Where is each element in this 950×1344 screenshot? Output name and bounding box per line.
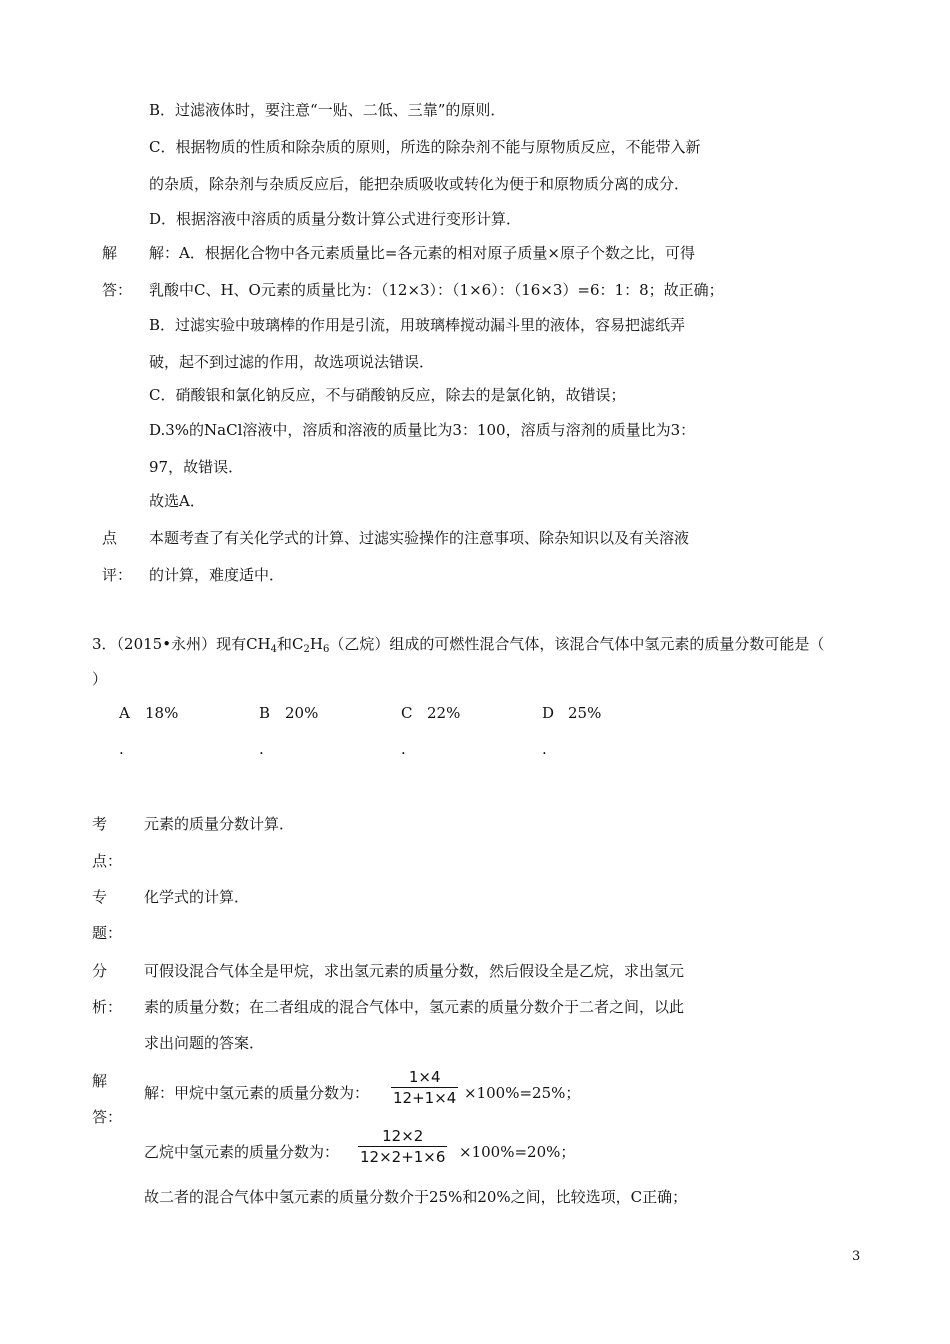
analysis-line-2: 素的质量分数；在二者组成的混合气体中，氢元素的质量分数介于二者之间，以此 <box>144 998 685 1016</box>
option-a-value: 18% <box>145 704 179 722</box>
option-c-value: 22% <box>427 704 461 722</box>
answer3-label-2: 答： <box>92 1108 123 1126</box>
analysis-b-line: B．过滤液体时，要注意“一贴、二低、三靠”的原则． <box>149 101 506 119</box>
methane-suffix: ×100%=25%； <box>464 1084 581 1102</box>
answer-d-line-2: 97，故错误． <box>149 458 244 476</box>
option-c-dot: . <box>401 740 406 758</box>
answer-choice: 故选A． <box>149 492 205 510</box>
page-number: 3 <box>852 1249 861 1264</box>
analysis-d-line: D．根据溶液中溶质的质量分数计算公式进行变形计算． <box>149 210 522 228</box>
point-text: 元素的质量分数计算． <box>144 815 295 833</box>
topic-label-1: 专 <box>92 888 108 906</box>
option-d-dot: . <box>542 740 547 758</box>
answer-c-line: C．硝酸银和氯化钠反应，不与硝酸钠反应，除去的是氯化钠，故错误； <box>149 386 626 404</box>
methane-fraction <box>391 1068 458 1107</box>
comment-label-2: 评： <box>102 566 133 584</box>
comment-line-1: 本题考查了有关化学式的计算、过滤实验操作的注意事项、除杂知识以及有关溶液 <box>149 529 690 547</box>
option-d-value: 25% <box>568 704 602 722</box>
methane-numerator: 1×4 <box>408 1068 441 1086</box>
topic-text: 化学式的计算． <box>144 888 250 906</box>
methane-denominator: 12+1×4 <box>393 1089 457 1107</box>
analysis-c-line-2: 的杂质，除杂剂与杂质反应后，能把杂质吸收或转化为便于和原物质分离的成分． <box>149 175 690 193</box>
analysis-c-line-1: C．根据物质的性质和除杂质的原则，所选的除杂剂不能与原物质反应，不能带入新 <box>149 138 701 156</box>
answer-d-line-1: D.3%的NaCl溶液中，溶质和溶液的质量比为3：100，溶质与溶剂的质量比为3： <box>149 421 696 439</box>
analysis-label-1: 分 <box>92 962 108 980</box>
ethane-denominator: 12×2+1×6 <box>360 1148 446 1166</box>
option-a-letter: A <box>119 704 130 722</box>
option-d-letter: D <box>542 704 555 722</box>
analysis-label-2: 析： <box>92 998 123 1016</box>
option-b-value: 20% <box>285 704 319 722</box>
answer-b-line-2: 破，起不到过滤的作用，故选项说法错误． <box>149 353 435 371</box>
question-3-stem: 3．（2015•永州）现有$CH_4$和$C_2H_6$（乙烷）组成的可燃性混合气体，该混合气体中氢元素的质量分数可能是（ <box>92 635 825 655</box>
option-c-letter: C <box>401 704 413 722</box>
option-a-dot: . <box>119 740 124 758</box>
option-b-dot: . <box>259 740 264 758</box>
ethane-suffix: ×100%=20%； <box>459 1143 576 1161</box>
comment-label-1: 点 <box>102 529 118 547</box>
analysis-line-1: 可假设混合气体全是甲烷，求出氢元素的质量分数，然后假设全是乙烷，求出氢元 <box>144 962 685 980</box>
topic-label-2: 题： <box>92 924 123 942</box>
answer-b-line-1: B．过滤实验中玻璃棒的作用是引流，用玻璃棒搅动漏斗里的液体，容易把滤纸弄 <box>149 316 686 334</box>
answer-a-line-2: 乳酸中C、H、O元素的质量比为：（12×3）：（1×6）：（16×3）=6：1：8；故正确； <box>149 281 724 299</box>
point-label-2: 点： <box>92 852 123 870</box>
comment-line-2: 的计算，难度适中． <box>149 566 285 584</box>
point-label-1: 考 <box>92 815 108 833</box>
option-b-letter: B <box>259 704 271 722</box>
answer3-label-1: 解 <box>92 1072 108 1090</box>
ethane-fraction <box>358 1127 447 1166</box>
ethane-prefix: 乙烷中氢元素的质量分数为： <box>144 1143 340 1161</box>
analysis-line-3: 求出问题的答案． <box>144 1034 265 1052</box>
ethane-numerator: 12×2 <box>382 1127 424 1145</box>
answer-a-line-1: 解：A．根据化合物中各元素质量比=各元素的相对原子质量×原子个数之比，可得 <box>149 244 695 262</box>
question-3-stem-close: ） <box>92 670 108 688</box>
answer-label-2: 答： <box>102 281 133 299</box>
methane-prefix: 解：甲烷中氢元素的质量分数为： <box>144 1084 370 1102</box>
conclusion-line: 故二者的混合气体中氢元素的质量分数介于25%和20%之间，比较选项，C正确； <box>144 1188 688 1206</box>
answer-label-1: 解 <box>102 244 118 262</box>
